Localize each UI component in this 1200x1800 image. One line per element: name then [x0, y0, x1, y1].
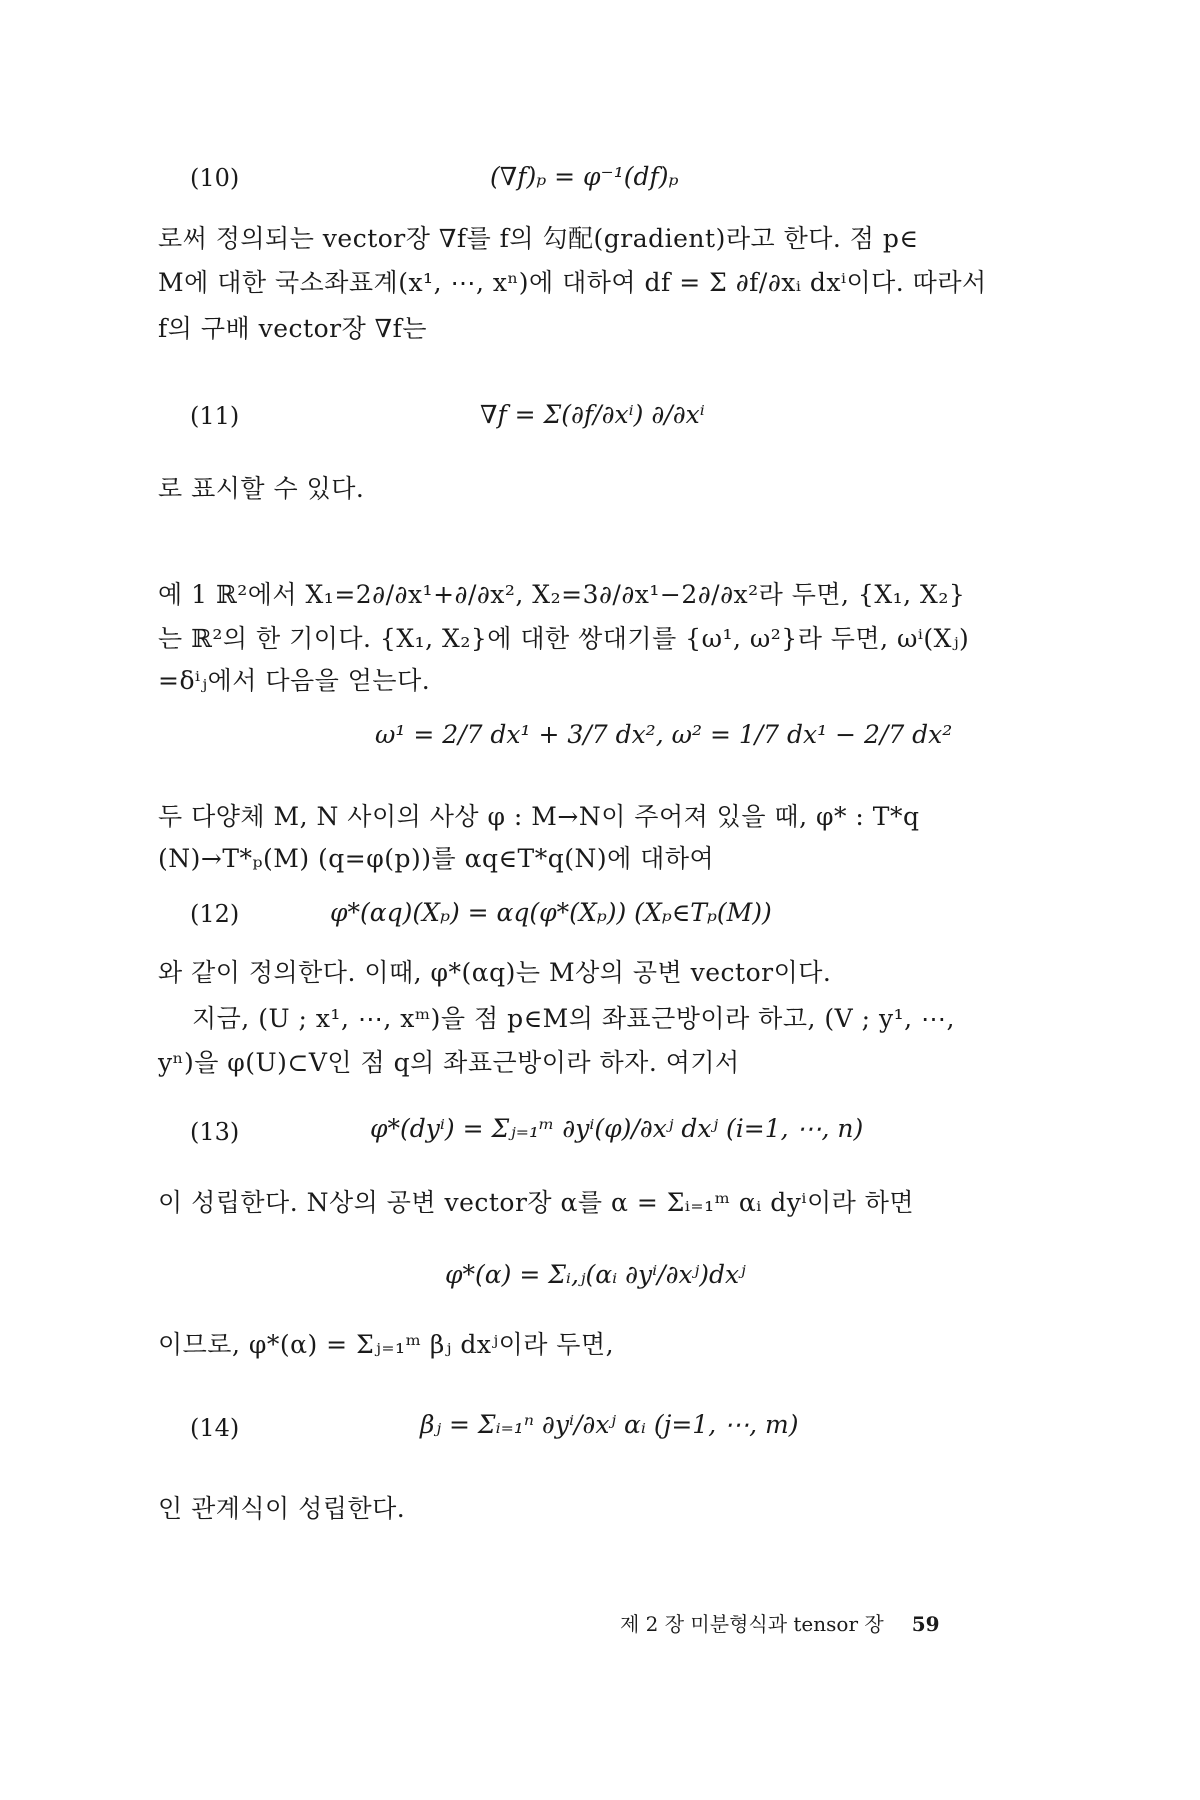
equation-12: φ*(αq)(Xₚ) = αq(φ*(Xₚ)) (Xₚ∈Tₚ(M)): [330, 898, 772, 927]
paragraph-line: 지금, (U ; x¹, ⋯, xᵐ)을 점 p∈M의 좌표근방이라 하고, (V ; y¹, ⋯,: [192, 1004, 955, 1033]
page-number: 59: [911, 1612, 940, 1636]
equation-number-12: (12): [190, 900, 240, 928]
paragraph-line: 이 성립한다. N상의 공변 vector장 α를 α = Σᵢ₌₁ᵐ αᵢ dyⁱ이라 하면: [158, 1188, 914, 1217]
paragraph-line: 이므로, φ*(α) = Σⱼ₌₁ᵐ βⱼ dxʲ이라 두면,: [158, 1330, 615, 1359]
paragraph-line: M에 대한 국소좌표계(x¹, ⋯, xⁿ)에 대하여 df = Σ ∂f/∂xᵢ dxⁱ이다. 따라서: [158, 268, 987, 297]
equation-number-14: (14): [190, 1414, 240, 1442]
equation-11: ∇f = Σ(∂f/∂xⁱ) ∂/∂xⁱ: [480, 400, 705, 429]
paragraph-line: f의 구배 vector장 ∇f는: [158, 314, 428, 343]
example-line: =δⁱⱼ에서 다음을 얻는다.: [158, 666, 431, 695]
example-line: 예 1 ℝ²에서 X₁=2∂/∂x¹+∂/∂x², X₂=3∂/∂x¹−2∂/∂x²라 두면, {X₁, X₂}: [158, 580, 966, 609]
chapter-title: 제 2 장 미분형식과 tensor 장: [620, 1612, 884, 1636]
paragraph-line: 로써 정의되는 vector장 ∇f를 f의 勾配(gradient)라고 한다. 점 p∈: [158, 224, 919, 253]
paragraph-line: yⁿ)을 φ(U)⊂V인 점 q의 좌표근방이라 하자. 여기서: [158, 1048, 740, 1077]
equation-14: βⱼ = Σᵢ₌₁ⁿ ∂yⁱ/∂xʲ αᵢ (j=1, ⋯, m): [420, 1410, 799, 1439]
equation-number-11: (11): [190, 402, 240, 430]
equation-13: φ*(dyⁱ) = Σⱼ₌₁ᵐ ∂yⁱ(φ)/∂xʲ dxʲ (i=1, ⋯, n): [370, 1114, 864, 1143]
formula-phi-star-alpha: φ*(α) = Σᵢ,ⱼ(αᵢ ∂yⁱ/∂xʲ)dxʲ: [445, 1260, 746, 1289]
paragraph-line: (N)→T*ₚ(M) (q=φ(p))를 αq∈T*q(N)에 대하여: [158, 844, 715, 873]
example-line: 는 ℝ²의 한 기이다. {X₁, X₂}에 대한 쌍대기를 {ω¹, ω²}라 두면, ωⁱ(Xⱼ): [158, 624, 970, 653]
example-formula: ω¹ = 2/7 dx¹ + 3/7 dx², ω² = 1/7 dx¹ − 2/7 dx²: [375, 720, 953, 749]
page-footer: [620, 1608, 940, 1637]
equation-10: (∇f)ₚ = φ⁻¹(df)ₚ: [490, 162, 679, 191]
equation-number-13: (13): [190, 1118, 240, 1146]
equation-number-10: (10): [190, 164, 240, 192]
paragraph-line: 인 관계식이 성립한다.: [158, 1494, 406, 1523]
paragraph-line: 두 다양체 M, N 사이의 사상 φ : M→N이 주어져 있을 때, φ* : T*q: [158, 802, 920, 831]
paragraph-line: 로 표시할 수 있다.: [158, 474, 365, 503]
paragraph-line: 와 같이 정의한다. 이때, φ*(αq)는 M상의 공변 vector이다.: [158, 958, 832, 987]
